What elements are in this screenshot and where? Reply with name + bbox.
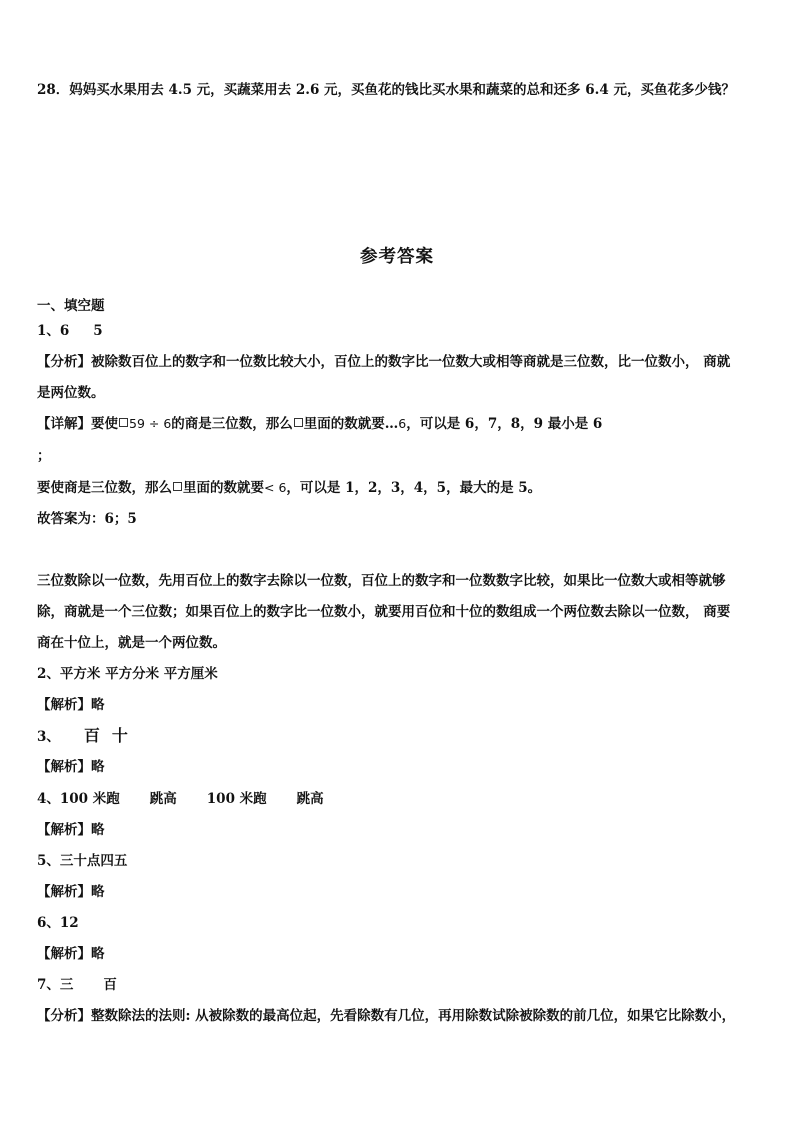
detail-middle: 的商是三位数，那么 (171, 416, 293, 432)
answer-1 (37, 321, 759, 341)
answer-7-number: 7、三 (37, 977, 74, 993)
answer-5: 5、三十点四五 (37, 853, 128, 869)
answer-2: 2、平方米 平方分米 平方厘米 (37, 666, 218, 682)
blank-box-icon (294, 418, 303, 427)
blank-box-icon (119, 418, 128, 427)
answer-4-value-2: 跳高 (149, 791, 177, 807)
answer-6-analysis: 【解析】略 (37, 946, 105, 962)
answer-1-note-line-1: 三位数除以一位数，先用百位上的数字去除以一位数，百位上的数字和一位数数字比较，如果比一位数大或相等就够 (37, 573, 726, 589)
answer-3-number: 3、 (37, 729, 60, 745)
answer-5-analysis: 【解析】略 (37, 884, 105, 900)
answer-4-value-3: 100 米跑 (206, 791, 267, 807)
detail2-middle: 里面的数就要 (183, 480, 264, 496)
answer-1-analysis-line-1: 【分析】被除数百位上的数字和一位数比较大小，百位上的数字比一位数大或相等商就是三位数，比一位数小， 商就 (37, 354, 731, 370)
answer-1-note-line-2: 除，商就是一个三位数；如果百位上的数字比一位数小，就要用百位和十位的数组成一个两位数去除以一位数， 商要 (37, 604, 731, 620)
division-expression: 59 ÷ 6 (129, 416, 172, 431)
section-heading: 一、填空题 (37, 298, 105, 314)
answer-3 (37, 726, 759, 747)
detail-middle-2: 里面的数就要… (303, 416, 399, 432)
answer-3-value-1: 百 (83, 726, 100, 745)
answer-3-value-2: 十 (111, 726, 128, 745)
blank-box-icon (173, 482, 182, 491)
answer-7 (37, 975, 759, 995)
answer-2-analysis: 【解析】略 (37, 697, 105, 713)
detail-prefix: 【详解】要使 (37, 416, 118, 432)
less-than-expression: < 6 (264, 480, 287, 495)
detail-semicolon: ； (37, 448, 51, 464)
detail-value: 6 (398, 416, 407, 431)
answer-4-analysis: 【解析】略 (37, 822, 105, 838)
detail-suffix: ，可以是 6，7，8，9 最小是 6 (406, 416, 603, 432)
answer-1-detail-line-1 (37, 414, 759, 434)
detail2-suffix: ，可以是 1，2，3，4，5，最大的是 5。 (286, 480, 542, 496)
answer-4-value-4: 跳高 (296, 791, 324, 807)
answer-1-number: 1、6 (37, 323, 70, 339)
question-28: 28．妈妈买水果用去 4.5 元，买蔬菜用去 2.6 元，买鱼花的钱比买水果和蔬菜的总和还多 6.4 元，买鱼花多少钱？ (37, 82, 735, 98)
answer-4-number: 4、100 米跑 (37, 791, 120, 807)
answer-1-note-line-3: 商在十位上，就是一个两位数。 (37, 635, 226, 651)
answer-1-value: 5 (93, 323, 103, 339)
answer-1-detail-line-2 (37, 478, 759, 498)
answers-title: 参考答案 (360, 247, 434, 267)
answer-7-analysis: 【分析】整数除法的法则: 从被除数的最高位起，先看除数有几位，再用除数试除被除数的前几位，如果它比除数小， (37, 1008, 736, 1024)
answer-7-value-2: 百 (103, 977, 117, 993)
answer-1-final: 故答案为：6；5 (37, 511, 137, 527)
detail2-prefix: 要使商是三位数，那么 (37, 480, 172, 496)
answer-4 (37, 789, 759, 809)
answer-1-analysis-line-2: 是两位数。 (37, 385, 105, 401)
answer-3-analysis: 【解析】略 (37, 759, 105, 775)
answer-6: 6、12 (37, 915, 79, 931)
